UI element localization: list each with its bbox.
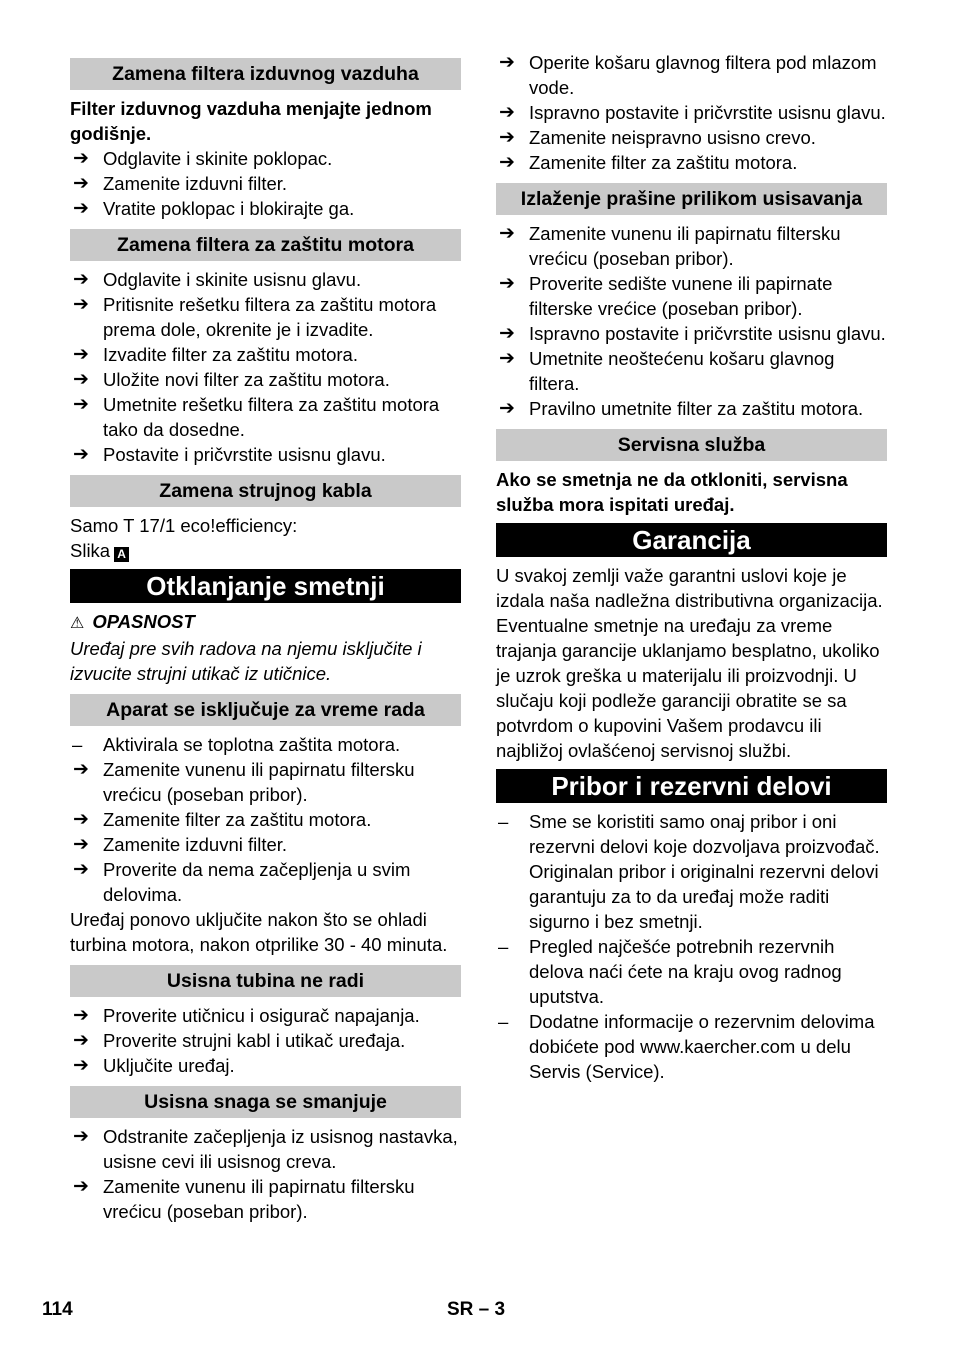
heading-usisna-snaga: Usisna snaga se smanjuje <box>70 1086 461 1118</box>
arrow-icon: ➔ <box>499 348 515 369</box>
heading-servisna-sluzba: Servisna služba <box>496 429 887 461</box>
warranty-text: U svakoj zemlji važe garantni uslovi koje je izdala naša nadležna distributivna organizacija. Eventualne smetnje na uređaju za vreme trajanja garancije uklanjamo besplatno, ukoliko je uzrok greška u materijalu ili proizvodnji. U slučaju koji podleže garanciji obratite se sa potvrdom o kupovini Vašem prodavcu ili najbližoj ovlašćenoj servisnoj službi. <box>496 565 883 761</box>
arrow-icon: ➔ <box>73 759 89 780</box>
arrow-icon: ➔ <box>73 344 89 365</box>
list-item: ➔ Zamenite filter za zaštitu motora. <box>73 809 372 830</box>
list-item: ➔ Proverite da nema začepljenja u svim delovima. <box>73 859 411 905</box>
arrow-icon: ➔ <box>73 834 89 855</box>
list-item: ➔ Zamenite izduvni filter. <box>73 173 288 194</box>
arrow-icon: ➔ <box>73 369 89 390</box>
dash-icon: – <box>498 1011 509 1032</box>
arrow-icon: ➔ <box>73 1030 89 1051</box>
list-item: ➔ Izvadite filter za zaštitu motora. <box>73 344 358 365</box>
list-item: ➔ Uključite uređaj. <box>73 1055 235 1076</box>
list-item: ➔ Pritisnite rešetku filtera za zaštitu motora prema dole, okrenite je i izvadite. <box>73 294 437 340</box>
dash-icon: – <box>498 811 509 832</box>
heading-zamena-filtera-motora: Zamena filtera za zaštitu motora <box>70 229 461 261</box>
heading-pribor: Pribor i rezervni delovi <box>496 769 887 803</box>
list-item: ➔ Vratite poklopac i blokirajte ga. <box>73 198 355 219</box>
list-item: ➔ Proverite sedište vunene ili papirnate filterske vrećice (poseban pribor). <box>499 273 833 319</box>
arrow-icon: ➔ <box>73 394 89 415</box>
heading-aparat-se-iskljucuje: Aparat se isključuje za vreme rada <box>70 694 461 726</box>
warning-text: Uređaj pre svih radova na njemu isključite i izvucite strujni utikač iz utičnice. <box>70 638 422 684</box>
heading-zamena-filtera-izduvnog: Zamena filtera izduvnog vazduha <box>70 58 461 90</box>
list-item: ➔ Odstranite začepljenja iz usisnog nastavka, usisne cevi ili usisnog creva. <box>73 1126 458 1172</box>
arrow-icon: ➔ <box>499 398 515 419</box>
arrow-icon: ➔ <box>499 127 515 148</box>
right-column <box>496 50 887 1084</box>
list-item: ➔ Ispravno postavite i pričvrstite usisnu glavu. <box>499 323 886 344</box>
heading-otklanjanje-smetnji: Otklanjanje smetnji <box>70 569 461 603</box>
dash-icon: – <box>72 734 83 755</box>
list-item: ➔ Ispravno postavite i pričvrstite usisnu glavu. <box>499 102 886 123</box>
list-item: ➔ Operite košaru glavnog filtera pod mlazom vode. <box>499 52 877 98</box>
warning-triangle-icon: ⚠ <box>70 615 85 632</box>
warning-label: ⚠ OPASNOST <box>70 611 195 632</box>
restart-note: Uređaj ponovo uključite nakon što se ohladi turbina motora, nakon otprilike 30 - 40 minuta. <box>70 909 448 955</box>
list-item: ➔ Zamenite izduvni filter. <box>73 834 288 855</box>
list-item: ➔ Umetnite neoštećenu košaru glavnog filtera. <box>499 348 835 394</box>
figure-a-icon: A <box>114 547 129 562</box>
heading-usisna-tubina: Usisna tubina ne radi <box>70 965 461 997</box>
list-item: ➔ Pravilno umetnite filter za zaštitu motora. <box>499 398 864 419</box>
section-label: SR – 3 <box>447 1299 506 1320</box>
arrow-icon: ➔ <box>499 273 515 294</box>
list-item: – Aktivirala se toplotna zaštita motora. <box>72 734 401 755</box>
arrow-icon: ➔ <box>73 198 89 219</box>
list-item: – Pregled najčešće potrebnih rezervnih delova naći ćete na kraju ovog radnog uputstva. <box>498 936 842 1007</box>
list-item: ➔ Uložite novi filter za zaštitu motora. <box>73 369 390 390</box>
heading-zamena-strujnog-kabla: Zamena strujnog kabla <box>70 475 461 507</box>
page-number: 114 <box>42 1299 73 1320</box>
list-item: ➔ Proverite strujni kabl i utikač uređaja. <box>73 1030 406 1051</box>
model-note: Samo T 17/1 eco!efficiency: <box>70 515 298 536</box>
list-item: – Dodatne informacije o rezervnim delovima dobićete pod www.kaercher.com u delu Servis (Service). <box>498 1011 875 1082</box>
arrow-icon: ➔ <box>499 223 515 244</box>
arrow-icon: ➔ <box>73 173 89 194</box>
arrow-icon: ➔ <box>73 859 89 880</box>
arrow-icon: ➔ <box>73 1005 89 1026</box>
arrow-icon: ➔ <box>499 52 515 73</box>
arrow-icon: ➔ <box>73 294 89 315</box>
arrow-icon: ➔ <box>73 444 89 465</box>
list-item: – Sme se koristiti samo onaj pribor i oni rezervni delovi koje dozvoljava proizvođač. Originalan pribor i originalni rezervni delovi garantuju za to da uređaj može raditi sigurno i bez smetnji. <box>498 811 880 932</box>
arrow-icon: ➔ <box>73 809 89 830</box>
arrow-icon: ➔ <box>73 269 89 290</box>
arrow-icon: ➔ <box>73 1055 89 1076</box>
list-item: ➔ Zamenite vunenu ili papirnatu filtersku vrećicu (poseban pribor). <box>73 759 415 805</box>
arrow-icon: ➔ <box>499 323 515 344</box>
heading-garancija: Garancija <box>496 523 887 557</box>
dash-icon: – <box>498 936 509 957</box>
list-item: ➔ Proverite utičnicu i osigurač napajanja. <box>73 1005 420 1026</box>
arrow-icon: ➔ <box>499 102 515 123</box>
list-item: ➔ Zamenite filter za zaštitu motora. <box>499 152 798 173</box>
list-item: ➔ Odglavite i skinite usisnu glavu. <box>73 269 362 290</box>
arrow-icon: ➔ <box>499 152 515 173</box>
list-item: ➔ Umetnite rešetku filtera za zaštitu motora tako da dosedne. <box>73 394 440 440</box>
arrow-icon: ➔ <box>73 148 89 169</box>
list-item: ➔ Postavite i pričvrstite usisnu glavu. <box>73 444 386 465</box>
figure-ref: Slika A <box>70 538 461 563</box>
heading-izlazenje-prasine: Izlaženje prašine prilikom usisavanja <box>496 183 887 215</box>
left-column <box>70 50 461 1224</box>
arrow-icon: ➔ <box>73 1126 89 1147</box>
notice-bold: Filter izduvnog vazduha menjajte jednom godišnje. <box>70 98 432 144</box>
arrow-icon: ➔ <box>73 1176 89 1197</box>
list-item: ➔ Zamenite vunenu ili papirnatu filtersku vrećicu (poseban pribor). <box>73 1176 415 1222</box>
service-note: Ako se smetnja ne da otkloniti, servisna služba mora ispitati uređaj. <box>496 469 848 515</box>
list-item: ➔ Zamenite neispravno usisno crevo. <box>499 127 816 148</box>
list-item: ➔ Odglavite i skinite poklopac. <box>73 148 333 169</box>
list-item: ➔ Zamenite vunenu ili papirnatu filtersku vrećicu (poseban pribor). <box>499 223 841 269</box>
